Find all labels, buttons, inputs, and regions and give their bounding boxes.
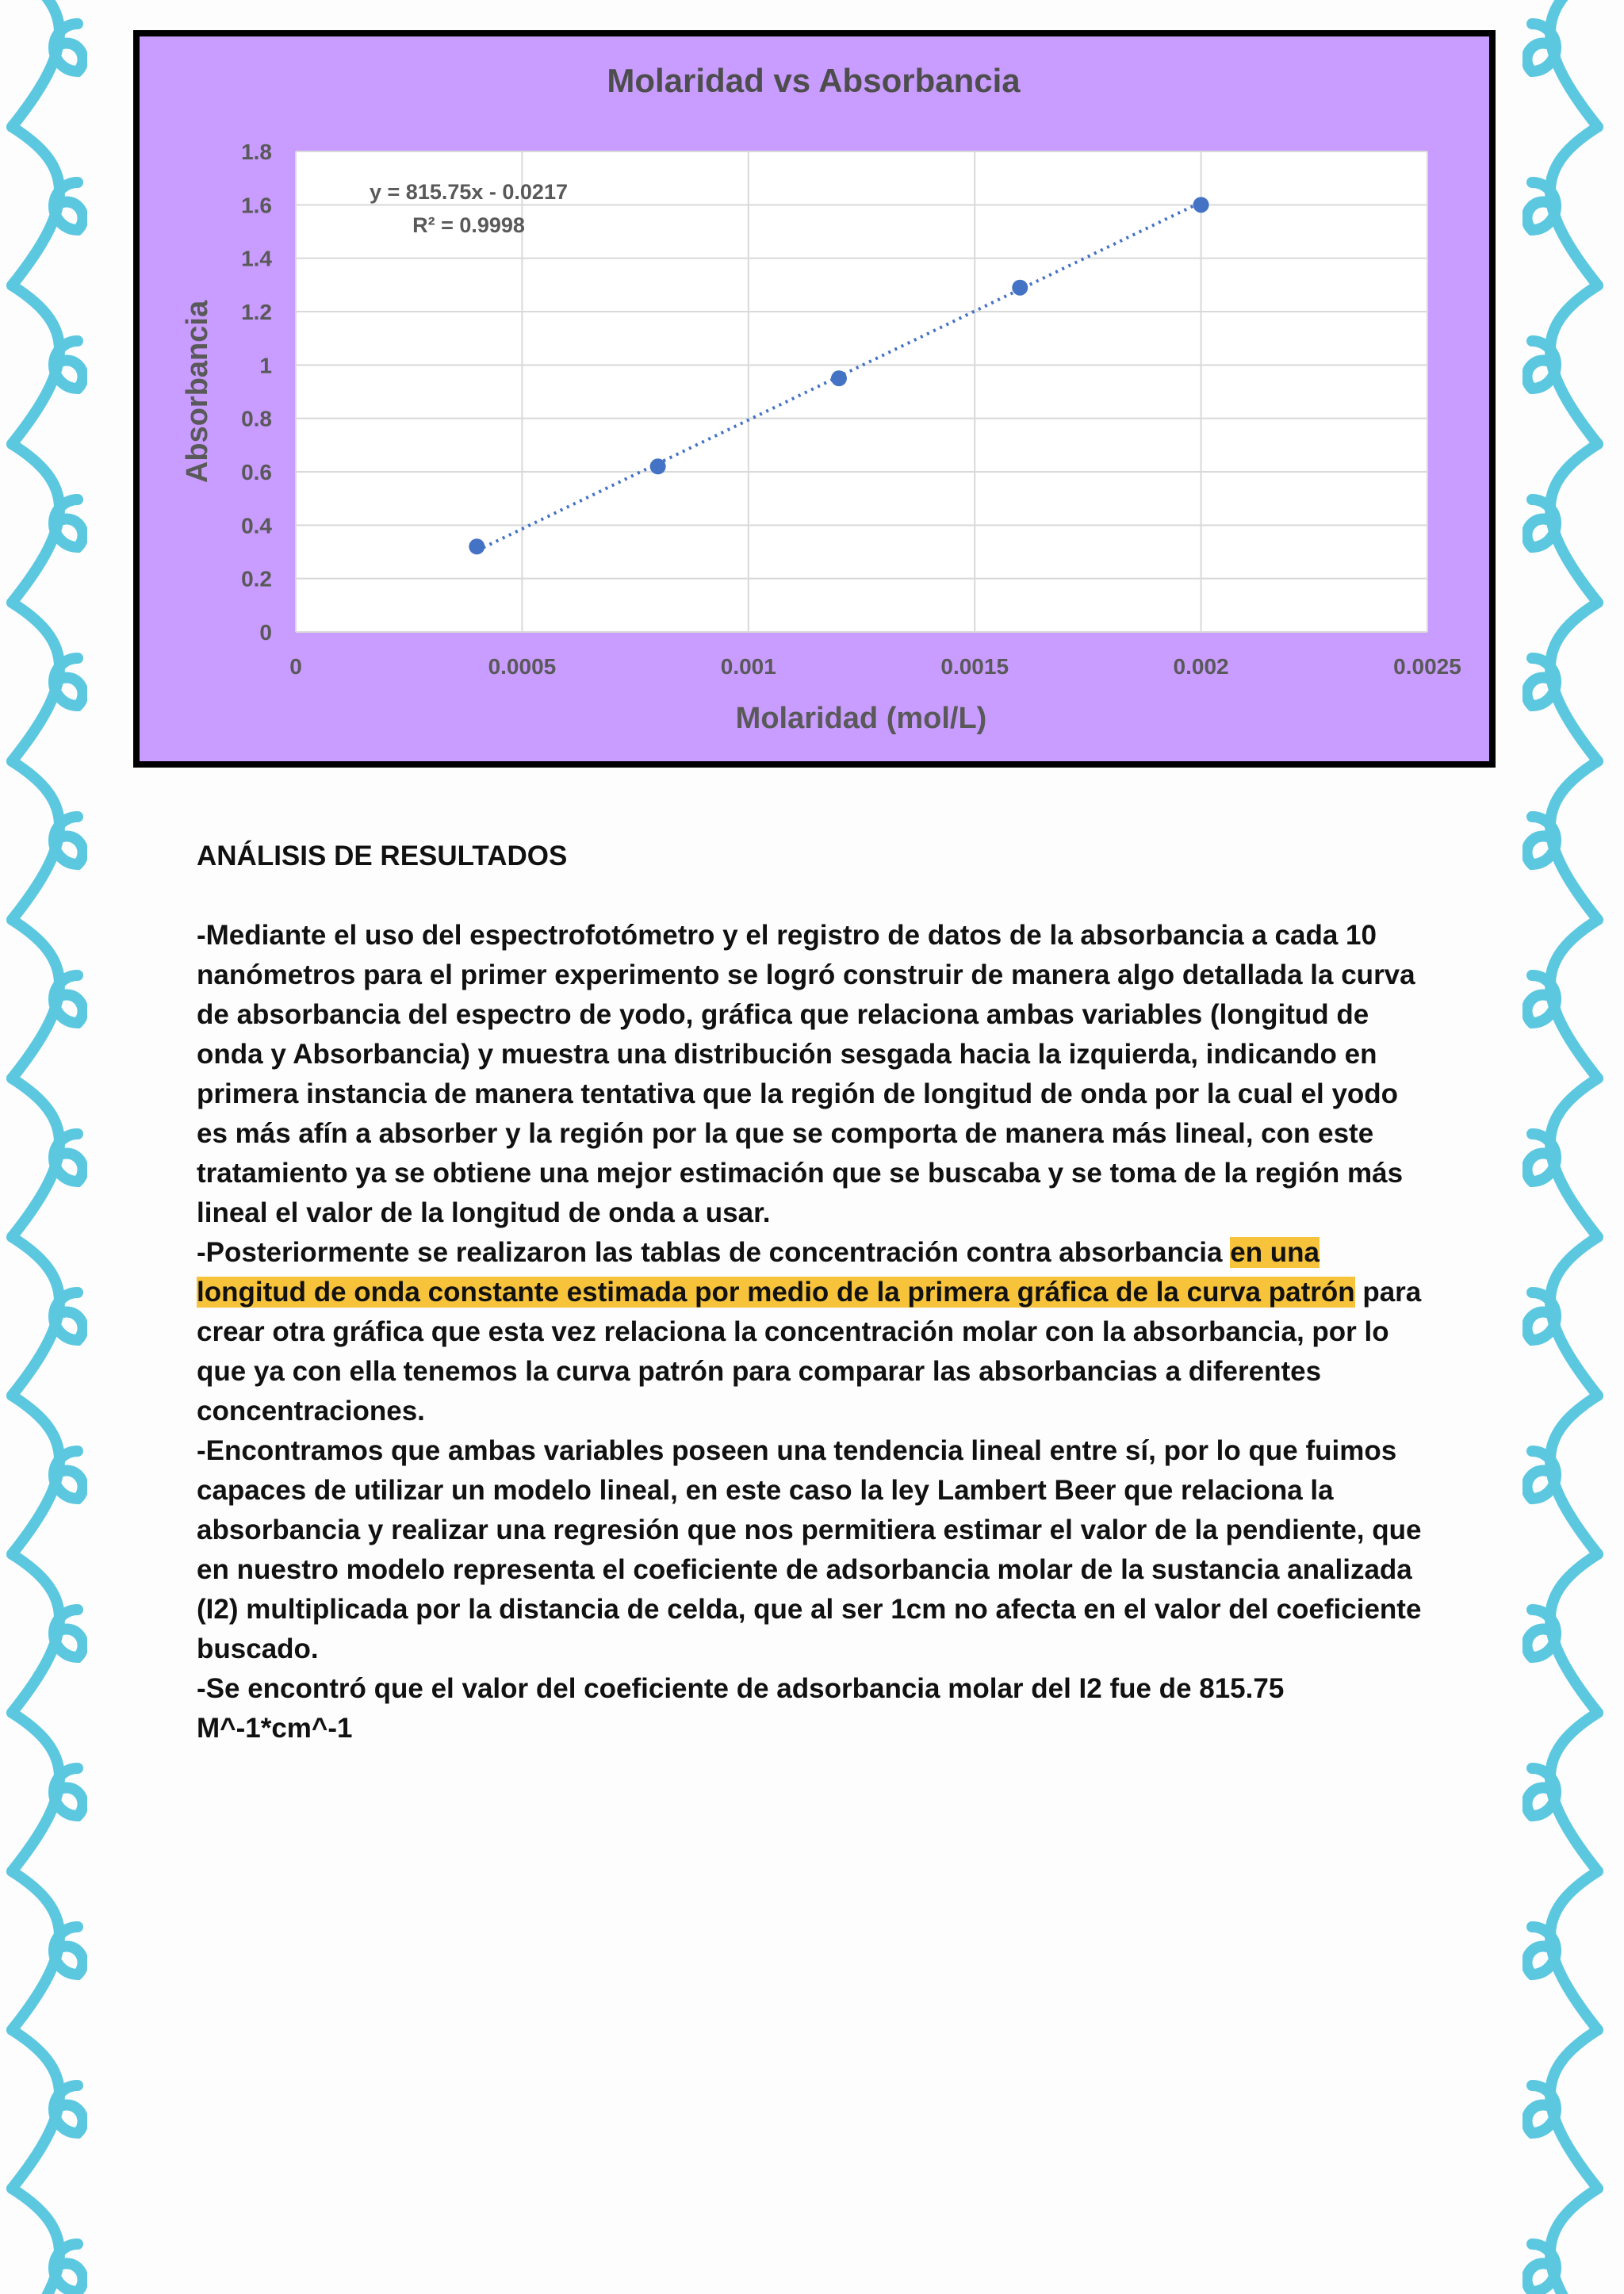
- analysis-section: [197, 837, 1434, 1748]
- scroll-curl: [54, 1134, 83, 1181]
- scroll-curl: [54, 658, 83, 706]
- scroll-curl: [1526, 975, 1556, 1023]
- x-tick-labels: [289, 654, 1461, 679]
- scroll-curve: [1550, 0, 1598, 127]
- scroll-curl: [1526, 1451, 1556, 1499]
- scroll-curl: [54, 1927, 83, 1974]
- scroll-curl: [54, 1610, 83, 1657]
- scroll-curl: [1526, 1610, 1556, 1657]
- data-point: [831, 370, 847, 386]
- y-tick-label: 0: [259, 620, 272, 645]
- x-tick-label: 0: [289, 654, 302, 679]
- scroll-curl: [54, 1768, 83, 1816]
- y-tick-label: 1.6: [241, 193, 272, 218]
- data-point: [650, 458, 666, 474]
- scroll-curl: [1526, 1293, 1556, 1340]
- scroll-curl: [1526, 2244, 1556, 2292]
- right-scroll-border: [1522, 0, 1610, 2294]
- analysis-paragraph-2: [197, 1233, 1434, 1431]
- scroll-curl: [54, 975, 83, 1023]
- y-tick-labels: [241, 140, 272, 645]
- scroll-curl: [54, 182, 83, 230]
- chart-frame: [133, 30, 1496, 768]
- analysis-paragraph-1: -Mediante el uso del espectrofotómetro y el registro de datos de la absorbancia a cada 10 nanómetros para el primer experimento se logró construir de manera algo detallada la curva de absorbancia del espectro de yodo, gráfica que relaciona ambas variables (longitud de onda y Absorbancia) y muestra una distribución sesgada hacia la izquierda, indicando en primera instancia de manera tentativa que la región de longitud de onda por la cual el yodo es más afín a absorber y la región por la que se comporta de manera más lineal, con este tratamiento ya se obtiene una mejor estimación que se buscaba y se toma de la región más lineal el valor de la longitud de onda a usar.: [197, 920, 1415, 1228]
- chart-title: Molaridad vs Absorbancia: [607, 62, 1021, 99]
- scroll-curl: [54, 24, 83, 71]
- scroll-curl: [54, 817, 83, 864]
- scroll-pattern: [12, 0, 83, 2294]
- analysis-heading: ANÁLISIS DE RESULTADOS: [197, 841, 568, 871]
- x-axis-title: Molaridad (mol/L): [735, 702, 987, 735]
- y-tick-label: 1.2: [241, 300, 272, 324]
- scroll-pattern: [1526, 0, 1598, 2294]
- paragraph-2-text-end: para crear otra gráfica que esta vez relaciona la concentración molar con la absorbancia, por lo que ya con ella tenemos la curva patrón para comparar las absorbancias a diferentes concentraciones.: [197, 1277, 1422, 1427]
- scroll-curl: [1526, 817, 1556, 864]
- trendline-equation: y = 815.75x - 0.0217: [370, 180, 568, 204]
- x-tick-label: 0.002: [1173, 654, 1229, 679]
- scroll-curl: [1526, 500, 1556, 547]
- y-tick-label: 0.2: [241, 566, 272, 592]
- left-scroll-border: [0, 0, 87, 2294]
- molarity-absorbance-chart: [140, 36, 1489, 761]
- scroll-curl: [1526, 1768, 1556, 1816]
- scroll-curl: [1526, 24, 1556, 71]
- scroll-curl: [1526, 1134, 1556, 1181]
- data-point: [1012, 280, 1028, 296]
- y-tick-label: 0.4: [241, 513, 272, 538]
- scroll-curl: [54, 2244, 83, 2292]
- r-squared-label: R² = 0.9998: [412, 213, 525, 237]
- x-tick-label: 0.001: [720, 654, 776, 679]
- scroll-curl: [1526, 341, 1556, 389]
- scroll-curl: [54, 2085, 83, 2133]
- scroll-curl: [1526, 658, 1556, 706]
- data-point: [469, 538, 485, 554]
- scroll-curve: [12, 0, 59, 127]
- y-tick-label: 0.6: [241, 460, 272, 484]
- scroll-curl: [54, 500, 83, 547]
- scroll-curl: [1526, 2085, 1556, 2133]
- analysis-paragraph-4: -Se encontró que el valor del coeficiente de adsorbancia molar del I2 fue de 815.75 M^-1*cm^-1: [197, 1673, 1285, 1744]
- scroll-curl: [54, 1451, 83, 1499]
- y-tick-label: 0.8: [241, 406, 272, 431]
- highlighted-text: en una longitud de onda constante estimada por medio de la primera gráfica de la curva patrón: [197, 1237, 1355, 1308]
- x-tick-label: 0.0005: [488, 654, 557, 679]
- scroll-curl: [54, 341, 83, 389]
- y-tick-label: 1.4: [241, 246, 272, 271]
- scroll-curl: [54, 1293, 83, 1340]
- data-point: [1193, 197, 1209, 213]
- scroll-curl: [1526, 1927, 1556, 1974]
- y-tick-label: 1: [259, 353, 272, 378]
- paragraph-2-text-start: -Posteriormente se realizaron las tablas de concentración contra absorbancia: [197, 1237, 1231, 1268]
- y-tick-label: 1.8: [241, 140, 272, 164]
- scroll-curl: [1526, 182, 1556, 230]
- x-tick-label: 0.0015: [940, 654, 1009, 679]
- analysis-paragraph-3: -Encontramos que ambas variables poseen una tendencia lineal entre sí, por lo que fuimos capaces de utilizar un modelo lineal, en este caso la ley Lambert Beer que relaciona la absorbancia y realizar una regresión que nos permitiera estimar el valor de la pendiente, que en nuestro modelo representa el coeficiente de adsorbancia molar de la sustancia analizada (I2) multiplicada por la distancia de celda, que al ser 1cm no afecta en el valor del coeficiente buscado.: [197, 1435, 1422, 1664]
- x-tick-label: 0.0025: [1393, 654, 1461, 679]
- y-axis-title: Absorbancia: [181, 300, 214, 484]
